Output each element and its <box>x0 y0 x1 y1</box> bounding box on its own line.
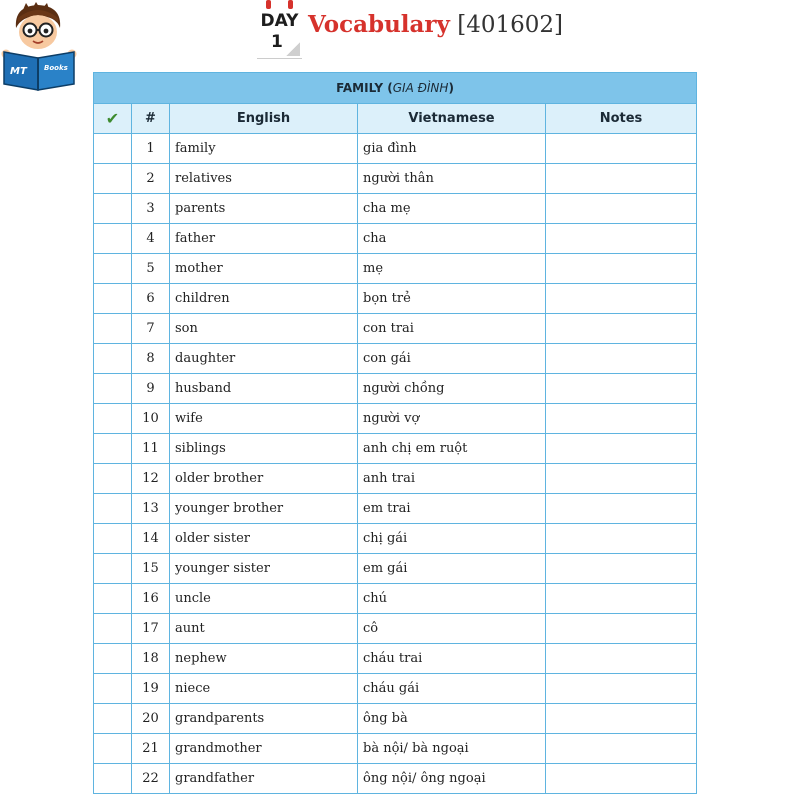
row-vietnamese: em trai <box>358 494 546 524</box>
page-title <box>308 11 563 38</box>
row-vietnamese: cha mẹ <box>358 194 546 224</box>
row-vietnamese: anh trai <box>358 464 546 494</box>
row-vietnamese: con gái <box>358 344 546 374</box>
row-check-cell[interactable] <box>94 134 132 164</box>
row-number: 10 <box>132 404 170 434</box>
row-check-cell[interactable] <box>94 524 132 554</box>
row-english: daughter <box>170 344 358 374</box>
row-notes-cell[interactable] <box>546 494 697 524</box>
column-header-english: English <box>170 104 358 134</box>
row-check-cell[interactable] <box>94 764 132 794</box>
row-notes-cell[interactable] <box>546 224 697 254</box>
row-number: 16 <box>132 584 170 614</box>
row-english: mother <box>170 254 358 284</box>
row-number: 2 <box>132 164 170 194</box>
column-header-num: # <box>132 104 170 134</box>
row-notes-cell[interactable] <box>546 524 697 554</box>
row-check-cell[interactable] <box>94 554 132 584</box>
column-header-notes: Notes <box>546 104 697 134</box>
row-vietnamese: người vợ <box>358 404 546 434</box>
row-check-cell[interactable] <box>94 194 132 224</box>
page-curl-icon <box>286 42 300 56</box>
row-english: older brother <box>170 464 358 494</box>
row-english: niece <box>170 674 358 704</box>
table-row <box>94 344 697 374</box>
row-notes-cell[interactable] <box>546 614 697 644</box>
row-english: father <box>170 224 358 254</box>
row-check-cell[interactable] <box>94 284 132 314</box>
table-row <box>94 674 697 704</box>
row-vietnamese: gia đình <box>358 134 546 164</box>
table-row <box>94 734 697 764</box>
column-header-row <box>94 104 697 134</box>
row-check-cell[interactable] <box>94 434 132 464</box>
table-row <box>94 524 697 554</box>
column-header-vietnamese: Vietnamese <box>358 104 546 134</box>
logo-text-right: Books <box>44 64 68 72</box>
row-number: 14 <box>132 524 170 554</box>
row-check-cell[interactable] <box>94 374 132 404</box>
row-number: 22 <box>132 764 170 794</box>
row-vietnamese: bà nội/ bà ngoại <box>358 734 546 764</box>
row-vietnamese: cha <box>358 224 546 254</box>
row-notes-cell[interactable] <box>546 734 697 764</box>
row-english: wife <box>170 404 358 434</box>
row-number: 15 <box>132 554 170 584</box>
row-number: 18 <box>132 644 170 674</box>
row-notes-cell[interactable] <box>546 704 697 734</box>
row-number: 8 <box>132 344 170 374</box>
table-row <box>94 374 697 404</box>
row-check-cell[interactable] <box>94 614 132 644</box>
row-number: 5 <box>132 254 170 284</box>
table-row <box>94 404 697 434</box>
row-vietnamese: con trai <box>358 314 546 344</box>
row-notes-cell[interactable] <box>546 254 697 284</box>
row-notes-cell[interactable] <box>546 284 697 314</box>
table-row <box>94 134 697 164</box>
day-label: DAY <box>260 11 299 31</box>
row-number: 9 <box>132 374 170 404</box>
table-row <box>94 704 697 734</box>
row-vietnamese: mẹ <box>358 254 546 284</box>
row-notes-cell[interactable] <box>546 164 697 194</box>
row-english: younger brother <box>170 494 358 524</box>
row-notes-cell[interactable] <box>546 374 697 404</box>
row-vietnamese: ông nội/ ông ngoại <box>358 764 546 794</box>
day-calendar-badge <box>257 4 302 59</box>
title-word: Vocabulary <box>308 11 450 38</box>
row-check-cell[interactable] <box>94 584 132 614</box>
row-check-cell[interactable] <box>94 674 132 704</box>
table-row <box>94 434 697 464</box>
row-notes-cell[interactable] <box>546 344 697 374</box>
table-row <box>94 764 697 794</box>
row-check-cell[interactable] <box>94 254 132 284</box>
row-vietnamese: chị gái <box>358 524 546 554</box>
calendar-ring-icon <box>288 0 293 9</box>
row-number: 21 <box>132 734 170 764</box>
row-check-cell[interactable] <box>94 644 132 674</box>
row-vietnamese: chú <box>358 584 546 614</box>
row-number: 1 <box>132 134 170 164</box>
vocabulary-table <box>93 72 697 794</box>
row-english: siblings <box>170 434 358 464</box>
row-number: 11 <box>132 434 170 464</box>
row-notes-cell[interactable] <box>546 464 697 494</box>
row-check-cell[interactable] <box>94 464 132 494</box>
table-row <box>94 314 697 344</box>
mt-books-logo <box>0 0 78 92</box>
row-number: 7 <box>132 314 170 344</box>
title-code: [401602] <box>457 12 563 38</box>
section-header-row <box>94 73 697 104</box>
row-vietnamese: cháu trai <box>358 644 546 674</box>
table-row <box>94 584 697 614</box>
row-english: grandfather <box>170 764 358 794</box>
row-english: nephew <box>170 644 358 674</box>
table-row <box>94 284 697 314</box>
day-number: 1 <box>271 32 283 52</box>
row-vietnamese: người chồng <box>358 374 546 404</box>
logo-text-left: MT <box>10 66 27 77</box>
row-vietnamese: người thân <box>358 164 546 194</box>
row-vietnamese: ông bà <box>358 704 546 734</box>
column-header-check <box>94 104 132 134</box>
calendar-ring-icon <box>266 0 271 9</box>
row-check-cell[interactable] <box>94 494 132 524</box>
table-row <box>94 554 697 584</box>
row-english: relatives <box>170 164 358 194</box>
row-number: 6 <box>132 284 170 314</box>
row-english: aunt <box>170 614 358 644</box>
row-english: parents <box>170 194 358 224</box>
row-english: son <box>170 314 358 344</box>
row-number: 3 <box>132 194 170 224</box>
table-row <box>94 254 697 284</box>
row-notes-cell[interactable] <box>546 674 697 704</box>
row-notes-cell[interactable] <box>546 764 697 794</box>
row-number: 17 <box>132 614 170 644</box>
table-row <box>94 644 697 674</box>
row-english: grandmother <box>170 734 358 764</box>
row-check-cell[interactable] <box>94 734 132 764</box>
table-row <box>94 194 697 224</box>
section-title: FAMILY (GIA ĐÌNH) <box>94 73 697 104</box>
row-vietnamese: anh chị em ruột <box>358 434 546 464</box>
table-row <box>94 464 697 494</box>
row-vietnamese: em gái <box>358 554 546 584</box>
row-check-cell[interactable] <box>94 164 132 194</box>
row-notes-cell[interactable] <box>546 434 697 464</box>
section-subtitle-text: GIA ĐÌNH <box>392 81 449 95</box>
row-english: grandparents <box>170 704 358 734</box>
table-row <box>94 494 697 524</box>
row-number: 12 <box>132 464 170 494</box>
boy-reading-icon <box>0 0 78 92</box>
row-number: 19 <box>132 674 170 704</box>
row-english: family <box>170 134 358 164</box>
row-number: 20 <box>132 704 170 734</box>
row-vietnamese: cô <box>358 614 546 644</box>
row-notes-cell[interactable] <box>546 584 697 614</box>
row-english: older sister <box>170 524 358 554</box>
row-number: 13 <box>132 494 170 524</box>
row-english: younger sister <box>170 554 358 584</box>
row-notes-cell[interactable] <box>546 644 697 674</box>
table-row <box>94 224 697 254</box>
row-check-cell[interactable] <box>94 404 132 434</box>
table-row <box>94 164 697 194</box>
row-english: uncle <box>170 584 358 614</box>
row-notes-cell[interactable] <box>546 314 697 344</box>
checkmark-icon: ✔ <box>105 109 120 128</box>
row-check-cell[interactable] <box>94 344 132 374</box>
section-title-text: FAMILY <box>336 81 384 95</box>
row-english: husband <box>170 374 358 404</box>
row-notes-cell[interactable] <box>546 194 697 224</box>
row-vietnamese: cháu gái <box>358 674 546 704</box>
row-notes-cell[interactable] <box>546 404 697 434</box>
row-number: 4 <box>132 224 170 254</box>
row-vietnamese: bọn trẻ <box>358 284 546 314</box>
row-check-cell[interactable] <box>94 704 132 734</box>
row-english: children <box>170 284 358 314</box>
row-check-cell[interactable] <box>94 314 132 344</box>
row-check-cell[interactable] <box>94 224 132 254</box>
table-row <box>94 614 697 644</box>
row-notes-cell[interactable] <box>546 134 697 164</box>
row-notes-cell[interactable] <box>546 554 697 584</box>
vocabulary-table-body <box>94 134 697 794</box>
